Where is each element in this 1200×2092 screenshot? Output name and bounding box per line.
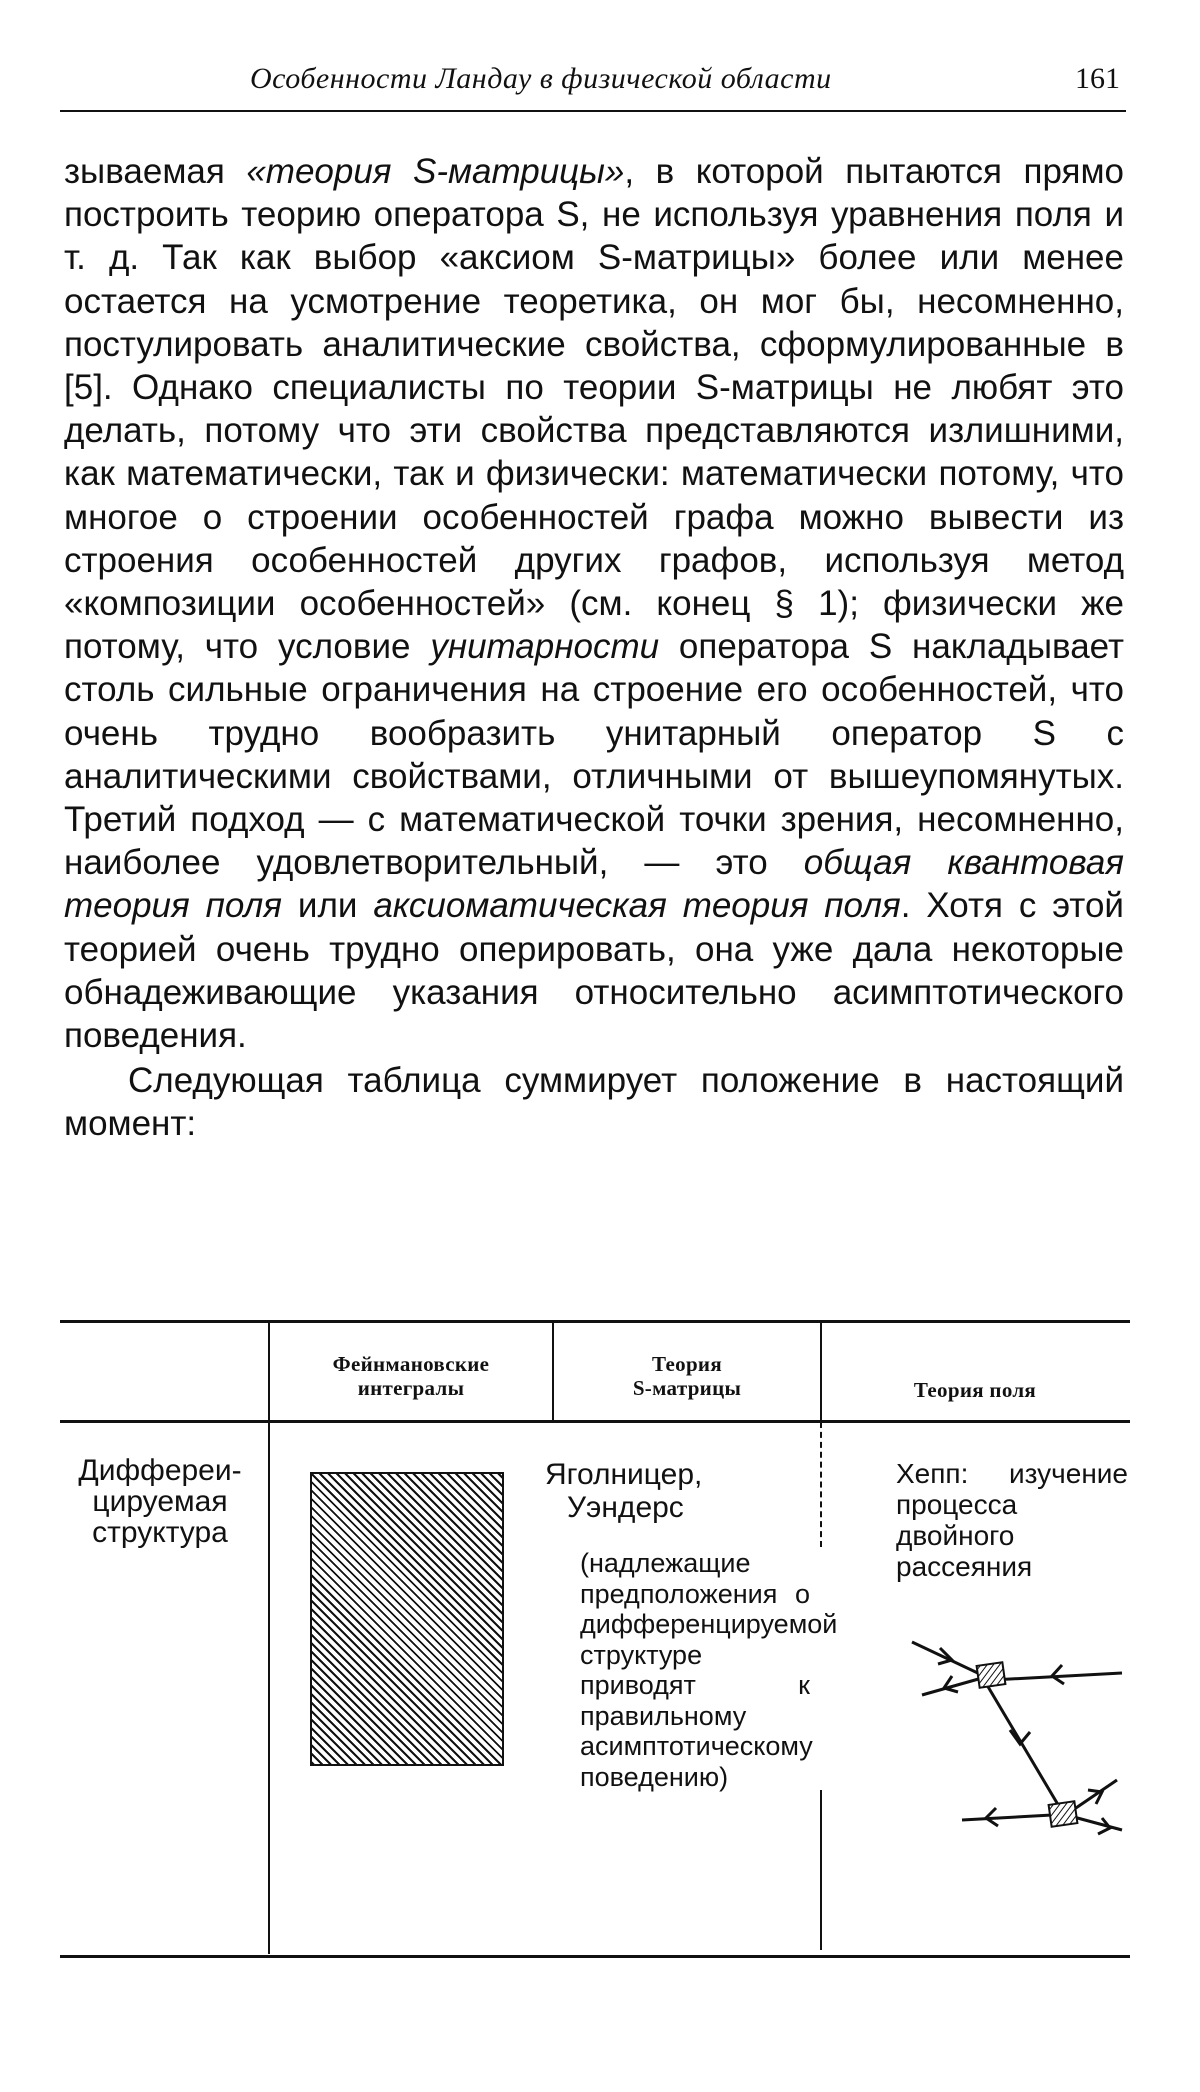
page-number: 161 — [1075, 62, 1120, 95]
emphasis-general-qft: общая квантовая теория поля — [64, 843, 1124, 926]
text-run: . Хотя с этой теорией очень трудно оперировать, она уже дала некоторые обнадеживающие указания относительно асимптотического поведения. — [64, 886, 1124, 1056]
column-header-feynman — [270, 1352, 552, 1400]
paragraph-1 — [64, 150, 1124, 1057]
summary-table — [60, 1310, 1130, 1970]
running-title: Особенности Ландау в физической области — [250, 62, 832, 95]
emphasis-s-matrix-theory: «теория S-матрицы» — [246, 152, 625, 191]
author-line: Уэндерс — [567, 1491, 684, 1524]
column-header-line: Фейнмановские — [332, 1352, 490, 1376]
hatched-empty-cell — [310, 1472, 504, 1766]
column-header-line: Теория — [652, 1352, 722, 1376]
double-scattering-diagram — [892, 1640, 1132, 1870]
body-text — [64, 150, 1124, 1146]
emphasis-unitarity: унитарности — [430, 627, 660, 667]
text-run: или — [282, 886, 374, 926]
column-header-line: интегралы — [357, 1376, 465, 1400]
column-divider-2-bottom — [820, 1790, 822, 1950]
text-run: зываемая — [64, 152, 247, 191]
text-run: , в которой пытаются прямо построить теорию оператора S, не используя уравнения поля и т. д. Так как выбор «аксиом S-матрицы» более или менее остается на усмотрение теоретика, он мог бы, несомненно, постулировать аналитические свойства, сформулированные в [5]. Однако специалисты по теории S-матрицы не любят это делать, потому что эти свойства представляются излишними, как математически, так и физически: математически потому, что многое о строении особенностей графа можно вывести из строения особенностей других графов, используя метод «композиции особенностей» (см. конец § 1); физически же потому, что условие — [64, 152, 1124, 667]
column-header-s-matrix — [554, 1352, 820, 1400]
scattering-vertex-2 — [1049, 1801, 1078, 1826]
row-label-line: структура — [92, 1516, 228, 1549]
scattering-vertex-1 — [977, 1662, 1006, 1687]
table-header-rule — [60, 1420, 1130, 1423]
row-label-line: цируемая — [92, 1485, 228, 1518]
column-header-field-theory: Теория поля — [913, 1378, 1037, 1402]
header-rule — [60, 110, 1126, 112]
running-header — [60, 56, 1126, 116]
table-bottom-rule — [60, 1955, 1130, 1958]
column-divider-1 — [268, 1322, 270, 1954]
column-header-line: S-матрицы — [632, 1376, 742, 1400]
diagram-lines — [912, 1642, 1122, 1830]
emphasis-axiomatic-qft: аксиоматическая теория поля — [373, 886, 901, 926]
paragraph-2: Следующая таблица суммирует положение в настоящий момент: — [64, 1061, 1124, 1144]
field-theory-note: Хепп: изучение процесса двойного рассеяния — [896, 1458, 1128, 1582]
row-label-differentiable-structure — [60, 1455, 260, 1548]
author-line: Яголницер, — [545, 1458, 703, 1491]
text-run: оператора S накладывает столь сильные ограничения на строение его особенностей, что очень трудно вообразить унитарный оператор S с аналитическими свойствами, отличными от вышеупомянутых. Третий подход — с математической точки зрения, несомненно, наиболее удовлетворительный, — это — [64, 627, 1125, 883]
s-matrix-authors — [545, 1458, 845, 1524]
column-divider-3 — [820, 1322, 822, 1422]
table-top-rule — [60, 1320, 1130, 1323]
s-matrix-note: (надлежащие предположения о дифференцируемой структуре приводят к правильному асимптотическому поведению) — [580, 1548, 838, 1792]
row-label-line: Диффереи- — [78, 1454, 242, 1487]
